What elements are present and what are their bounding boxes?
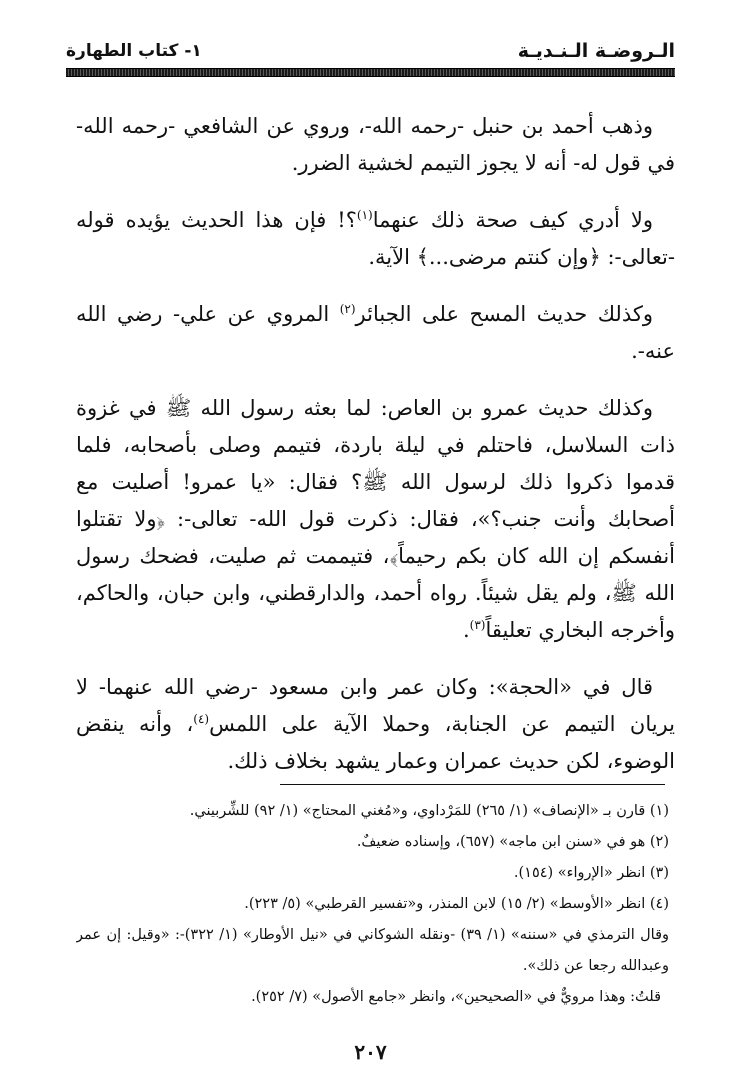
running-header <box>66 38 675 68</box>
page-number: ٢٠٧ <box>354 1040 387 1064</box>
footnote-marker-1: (١) <box>356 208 373 222</box>
paragraph-2-text-b: ؟! فإن هذا الحديث يؤيده قوله -تعالى-: ﴿وإن كنتم مرضى...﴾ الآية. <box>76 208 675 269</box>
paragraph-3-text-b: المروي عن علي- رضي الله عنه-. <box>76 302 675 363</box>
paragraph-2 <box>76 202 675 276</box>
chapter-title: ١- كتاب الطهارة <box>66 41 202 61</box>
footnote-4-remark: قلتُ: وهذا مرويٌّ في «الصحيحين»، وانظر «جامع الأصول» (٧/ ٢٥٢). <box>251 989 661 1005</box>
footnote-2: (٢) هو في «سنن ابن ماجه» (٦٥٧)، وإسناده ضعيفٌ. <box>356 834 669 850</box>
footnote-4-continuation: وقال الترمذي في «سننه» (١/ ٣٩) -ونقله الشوكاني في «نيل الأوطار» (١/ ٣٢٢)-: «وقيل: إن عمر وعبدالله رجعا عن ذلك». <box>76 927 669 974</box>
footnotes <box>76 796 669 1013</box>
paragraph-4-text-a: وكذلك حديث عمرو بن العاص: لما بعثه رسول الله ﷺ في غزوة ذات السلاسل، فاحتلم في ليلة باردة، فتيمم وصلى بأصحابه، فلما قدموا ذكروا ذلك لرسول الله ﷺ؟ فقال: «يا عمرو! أصليت مع أصحابك وأنت جنب؟»، فقال: ذكرت قول الله- تعالى-: ﴿ولا تقتلوا أنفسكم إن الله كان بكم رحيماً﴾، فتيممت ثم صليت، فضحك رسول الله ﷺ، ولم يقل شيئاً. رواه أحمد، والدارقطني، وابن حبان، والحاكم، وأخرجه البخاري تعليقاً <box>76 396 675 642</box>
paragraph-1-text: وذهب أحمد بن حنبل -رحمه الله-، وروي عن الشافعي -رحمه الله- في قول له- أنه لا يجوز التيمم لخشية الضرر. <box>76 114 675 175</box>
footnote-marker-2: (٢) <box>339 302 356 316</box>
main-text <box>76 108 675 800</box>
footnote-marker-3: (٣) <box>469 618 486 632</box>
footnote-4: (٤) انظر «الأوسط» (٢/ ١٥) لابن المنذر، و«تفسير القرطبي» (٥/ ٢٢٣). <box>244 896 669 912</box>
paragraph-4-text-b: . <box>462 618 470 642</box>
paragraph-3 <box>76 296 675 370</box>
paragraph-1 <box>76 108 675 182</box>
footnote-3: (٣) انظر «الإرواء» (١٥٤). <box>513 865 669 881</box>
paragraph-3-text-a: وكذلك حديث المسح على الجبائر <box>355 302 653 326</box>
paragraph-5-text-b: ، وأنه ينقض الوضوء، لكن حديث عمران وعمار يشهد بخلاف ذلك. <box>76 712 675 773</box>
paragraph-5 <box>76 669 675 780</box>
footnote-separator <box>280 784 665 785</box>
paragraph-5-text-a: قال في «الحجة»: وكان عمر وابن مسعود -رضي الله عنهما- لا يريان التيمم عن الجنابة، وحملا الآية على اللمس <box>76 675 675 736</box>
header-rule <box>66 68 675 77</box>
paragraph-2-text-a: ولا أدري كيف صحة ذلك عنهما <box>372 208 654 232</box>
book-title: الـروضـة الـنـديـة <box>517 40 675 62</box>
footnote-marker-4: (٤) <box>193 712 210 726</box>
footnote-1: (١) قارن بـ «الإنصاف» (١/ ٢٦٥) للمَرْداوي، و«مُغني المحتاج» (١/ ٩٢) للشِّربيني. <box>189 803 669 819</box>
paragraph-4 <box>76 390 675 649</box>
